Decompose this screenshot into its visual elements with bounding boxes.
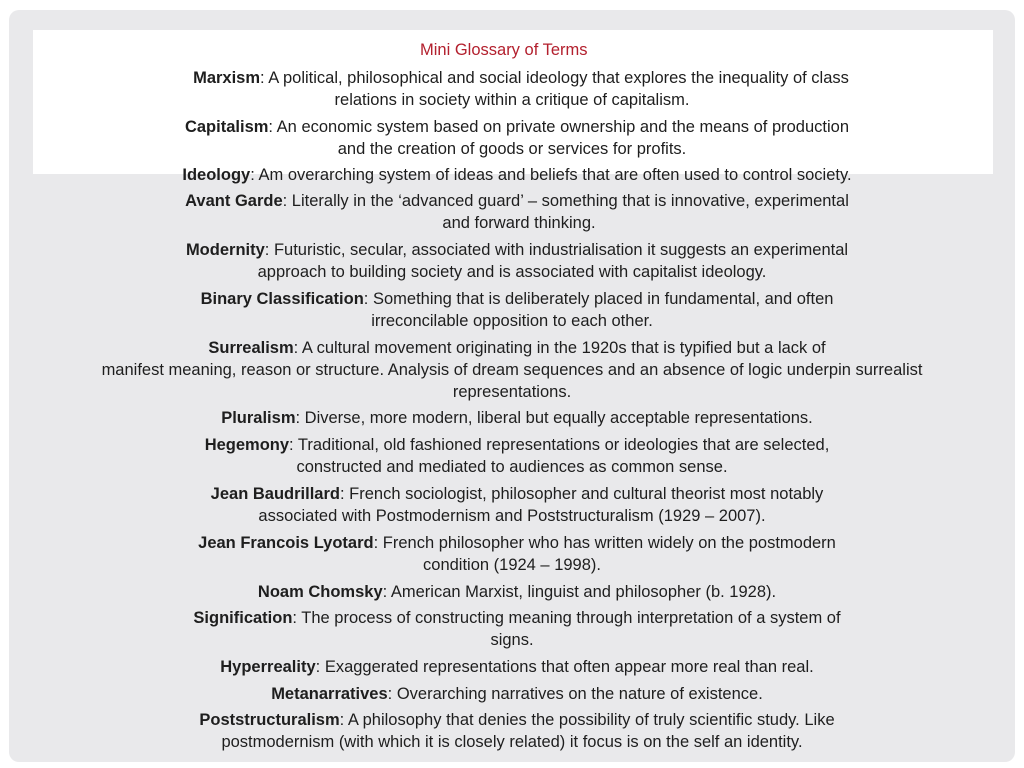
entry-definition: : Overarching narratives on the nature of existence. <box>387 685 763 703</box>
entry-term: Metanarratives <box>271 685 388 703</box>
entry-line <box>9 261 1015 283</box>
entry-definition: approach to building society and is associated with capitalist ideology. <box>257 263 767 281</box>
entry-line <box>9 212 1015 234</box>
entry-definition: : Something that is deliberately placed in fundamental, and often <box>363 290 834 308</box>
entry-line <box>9 164 1015 186</box>
entry-term: Surrealism <box>208 339 294 357</box>
entry-line <box>9 483 1015 505</box>
glossary-entry-noam-chomsky <box>9 581 1015 603</box>
glossary-content <box>9 10 1015 762</box>
entry-line <box>9 607 1015 629</box>
entry-definition: : French sociologist, philosopher and cultural theorist most notably <box>339 485 824 503</box>
glossary-entry-hyperreality <box>9 656 1015 678</box>
entry-line <box>9 89 1015 111</box>
entry-line <box>9 581 1015 603</box>
glossary-entry-poststructuralism <box>9 709 1015 753</box>
glossary-entry-jean-francois-lyotard <box>9 532 1015 576</box>
entry-line <box>9 456 1015 478</box>
entry-definition: : Futuristic, secular, associated with industrialisation it suggests an experimental <box>264 241 849 259</box>
entry-definition: signs. <box>490 631 534 649</box>
entry-definition: : Am overarching system of ideas and beliefs that are often used to control society. <box>250 166 852 184</box>
entry-term: Hyperreality <box>220 658 316 676</box>
entry-term: Ideology <box>182 166 251 184</box>
entry-definition: : Literally in the ‘advanced guard’ – something that is innovative, experimental <box>282 192 849 210</box>
entry-definition: : Traditional, old fashioned representations or ideologies that are selected, <box>289 436 830 454</box>
glossary-entry-jean-baudrillard <box>9 483 1015 527</box>
entry-term: Marxism <box>193 69 261 87</box>
entry-definition: constructed and mediated to audiences as common sense. <box>296 458 728 476</box>
entry-term: Pluralism <box>221 409 296 427</box>
entry-term: Jean Francois Lyotard <box>198 534 374 552</box>
glossary-entry-capitalism <box>9 116 1015 160</box>
entry-term: Avant Garde <box>185 192 283 210</box>
entry-definition: representations. <box>452 383 572 401</box>
entry-term: Noam Chomsky <box>257 583 383 601</box>
entry-line <box>9 709 1015 731</box>
glossary-entry-pluralism <box>9 407 1015 429</box>
entry-term: Hegemony <box>204 436 290 454</box>
glossary-entry-metanarratives <box>9 683 1015 705</box>
entry-definition: manifest meaning, reason or structure. Analysis of dream sequences and an absence of logic underpin surrealist <box>101 361 923 379</box>
glossary-entry-marxism <box>9 67 1015 111</box>
entry-line <box>9 683 1015 705</box>
entry-line <box>9 337 1015 359</box>
entry-definition: : A political, philosophical and social ideology that explores the inequality of class <box>260 69 849 87</box>
entry-term: Signification <box>193 609 293 627</box>
entry-term: Jean Baudrillard <box>210 485 340 503</box>
entry-line <box>9 434 1015 456</box>
entry-line <box>9 239 1015 261</box>
entry-line <box>9 359 1015 381</box>
entry-definition: : A cultural movement originating in the 1920s that is typified but a lack of <box>293 339 826 357</box>
entry-line <box>9 532 1015 554</box>
entry-definition: : An economic system based on private ownership and the means of production <box>268 118 850 136</box>
glossary-entry-hegemony <box>9 434 1015 478</box>
entry-term: Binary Classification <box>200 290 364 308</box>
entry-line <box>9 629 1015 651</box>
entry-line <box>9 656 1015 678</box>
entry-line <box>9 138 1015 160</box>
entry-definition: and the creation of goods or services for profits. <box>337 140 687 158</box>
entry-line <box>9 310 1015 332</box>
slide <box>9 10 1015 762</box>
entry-definition: irreconcilable opposition to each other. <box>371 312 653 330</box>
entry-definition: : Exaggerated representations that often appear more real than real. <box>315 658 814 676</box>
entry-term: Capitalism <box>184 118 269 136</box>
entry-definition: associated with Postmodernism and Poststructuralism (1929 – 2007). <box>258 507 766 525</box>
entry-line <box>9 381 1015 403</box>
entry-definition: and forward thinking. <box>442 214 596 232</box>
entry-definition: : A philosophy that denies the possibility of truly scientific study. Like <box>339 711 835 729</box>
entry-line <box>9 116 1015 138</box>
entry-definition: postmodernism (with which it is closely related) it focus is on the self an identity. <box>221 733 803 751</box>
entry-line <box>9 67 1015 89</box>
entry-definition: relations in society within a critique of capitalism. <box>334 91 690 109</box>
glossary-entry-modernity <box>9 239 1015 283</box>
entry-definition: : American Marxist, linguist and philosopher (b. 1928). <box>382 583 777 601</box>
entry-line <box>9 407 1015 429</box>
entry-definition: : French philosopher who has written widely on the postmodern <box>373 534 836 552</box>
entry-term: Modernity <box>185 241 265 259</box>
page-title: Mini Glossary of Terms <box>420 41 588 59</box>
glossary-entry-binary-classification <box>9 288 1015 332</box>
entry-line <box>9 554 1015 576</box>
entry-line <box>9 731 1015 753</box>
glossary-entry-avant-garde <box>9 190 1015 234</box>
entry-definition: : The process of constructing meaning through interpretation of a system of <box>292 609 841 627</box>
entry-line <box>9 288 1015 310</box>
entry-term: Poststructuralism <box>199 711 340 729</box>
entry-line <box>9 505 1015 527</box>
glossary-entry-signification <box>9 607 1015 651</box>
entry-line <box>9 190 1015 212</box>
entry-definition: condition (1924 – 1998). <box>423 556 601 574</box>
glossary-entry-ideology <box>9 164 1015 186</box>
entry-definition: : Diverse, more modern, liberal but equally acceptable representations. <box>295 409 813 427</box>
glossary-entry-surrealism <box>9 337 1015 403</box>
